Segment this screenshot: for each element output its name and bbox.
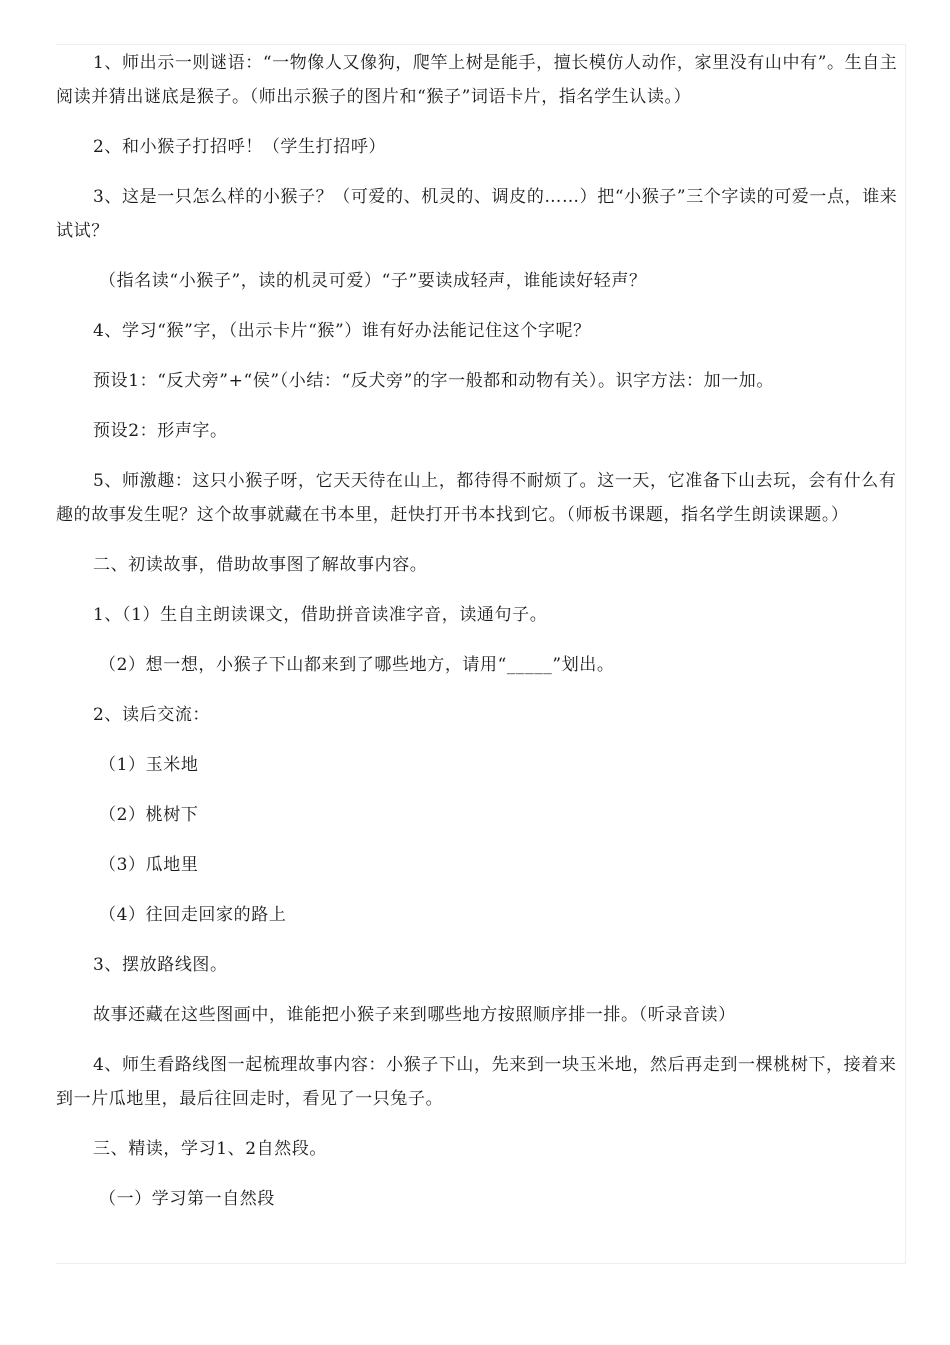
paragraph-riddle: 1、师出示一则谜语：“一物像人又像狗，爬竿上树是能手，擅长模仿人动作，家里没有山中有”。生自主阅读并猜出谜底是猴子。（师出示猴子的图片和“猴子”词语卡片，指名学生认读。） bbox=[56, 53, 898, 107]
list-item-cornfield: （1）玉米地 bbox=[99, 755, 199, 775]
section-heading-2: 二、初读故事，借助故事图了解故事内容。 bbox=[93, 555, 428, 575]
paragraph-summary: 4、师生看路线图一起梳理故事内容：小猴子下山，先来到一块玉米地，然后再走到一棵桃树下，接着来到一片瓜地里，最后往回走时，看见了一只兔子。 bbox=[56, 1055, 897, 1109]
section-heading-3: 三、精读，学习1、2自然段。 bbox=[93, 1139, 328, 1159]
subsection-heading-1: （一）学习第一自然段 bbox=[99, 1189, 275, 1209]
paragraph-order-pictures: 故事还藏在这些图画中，谁能把小猴子来到哪些地方按照顺序排一排。（听录音读） bbox=[93, 1005, 736, 1025]
document-body bbox=[56, 46, 908, 1232]
paragraph-greeting: 2、和小猴子打招呼！（学生打招呼） bbox=[93, 137, 387, 157]
paragraph-read-aloud: （指名读“小猴子”，读的机灵可爱）“子”要读成轻声，谁能读好轻声？ bbox=[99, 271, 647, 291]
paragraph-discuss: 2、读后交流： bbox=[93, 705, 211, 725]
paragraph-story-intro: 5、师激趣：这只小猴子呀，它天天待在山上，都待得不耐烦了。这一天，它准备下山去玩，会有什么有趣的故事发生呢？这个故事就藏在书本里，赶快打开书本找到它。（师板书课题，指名学生朗读课题。） bbox=[56, 471, 897, 525]
list-item-way-home: （4）往回走回家的路上 bbox=[99, 905, 287, 925]
paragraph-learn-character: 4、学习“猴”字，（出示卡片“猴”）谁有好办法能记住这个字呢？ bbox=[93, 321, 591, 341]
paragraph-self-read: 1、（1）生自主朗读课文，借助拼音读准字音，读通句子。 bbox=[93, 605, 548, 625]
paragraph-preset-2: 预设2：形声字。 bbox=[93, 421, 228, 441]
list-item-peach-tree: （2）桃树下 bbox=[99, 805, 199, 825]
list-item-melon-field: （3）瓜地里 bbox=[99, 855, 199, 875]
paragraph-describe-monkey: 3、这是一只怎么样的小猴子？（可爱的、机灵的、调皮的……）把“小猴子”三个字读的可爱一点，谁来试试？ bbox=[56, 187, 898, 241]
paragraph-preset-1: 预设1：“反犬旁”+“侯”（小结：“反犬旁”的字一般都和动物有关）。识字方法：加一加。 bbox=[93, 371, 775, 391]
paragraph-think: （2）想一想，小猴子下山都来到了哪些地方，请用“_____”划出。 bbox=[99, 655, 615, 675]
paragraph-route-map: 3、摆放路线图。 bbox=[93, 955, 228, 975]
